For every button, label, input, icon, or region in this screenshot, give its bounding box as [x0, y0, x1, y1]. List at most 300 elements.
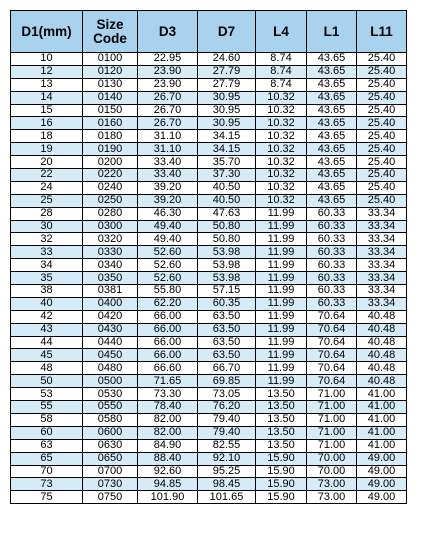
cell-l1: 70.64: [307, 336, 357, 349]
cell-l1: 60.33: [307, 246, 357, 259]
cell-size-code: 0420: [83, 310, 138, 323]
cell-d7: 63.50: [198, 310, 256, 323]
cell-l4: 13.50: [256, 413, 307, 426]
cell-d7: 47.63: [198, 207, 256, 220]
cell-d1: 19: [11, 143, 83, 156]
cell-l11: 40.48: [357, 375, 407, 388]
table-row: [11, 259, 407, 272]
cell-l1: 60.33: [307, 285, 357, 298]
cell-size-code: 0330: [83, 246, 138, 259]
cell-l11: 49.00: [357, 465, 407, 478]
cell-l1: 60.33: [307, 272, 357, 285]
cell-d1: 58: [11, 413, 83, 426]
cell-l1: 43.65: [307, 169, 357, 182]
cell-d3: 82.00: [138, 426, 198, 439]
cell-l1: 73.00: [307, 478, 357, 491]
cell-size-code: 0381: [83, 285, 138, 298]
cell-size-code: 0530: [83, 388, 138, 401]
cell-d7: 63.50: [198, 323, 256, 336]
cell-d7: 40.50: [198, 181, 256, 194]
cell-size-code: 0100: [83, 53, 138, 66]
cell-l4: 11.99: [256, 336, 307, 349]
cell-d3: 66.00: [138, 310, 198, 323]
cell-d7: 79.40: [198, 426, 256, 439]
cell-l11: 25.40: [357, 78, 407, 91]
cell-l11: 25.40: [357, 104, 407, 117]
cell-d7: 92.10: [198, 452, 256, 465]
table-row: [11, 310, 407, 323]
cell-l4: 11.99: [256, 375, 307, 388]
cell-l4: 11.99: [256, 323, 307, 336]
cell-d3: 49.40: [138, 233, 198, 246]
cell-l4: 11.99: [256, 285, 307, 298]
cell-size-code: 0480: [83, 362, 138, 375]
cell-size-code: 0280: [83, 207, 138, 220]
cell-size-code: 0220: [83, 169, 138, 182]
cell-size-code: 0500: [83, 375, 138, 388]
cell-l4: 15.90: [256, 478, 307, 491]
cell-d1: 10: [11, 53, 83, 66]
cell-d1: 70: [11, 465, 83, 478]
cell-size-code: 0250: [83, 194, 138, 207]
cell-l4: 11.99: [256, 349, 307, 362]
header-l11: [357, 11, 407, 53]
cell-l11: 40.48: [357, 349, 407, 362]
cell-l11: 33.34: [357, 272, 407, 285]
table-row: [11, 465, 407, 478]
cell-d7: 98.45: [198, 478, 256, 491]
cell-l1: 60.33: [307, 259, 357, 272]
cell-size-code: 0650: [83, 452, 138, 465]
table-row: [11, 362, 407, 375]
cell-l4: 10.32: [256, 130, 307, 143]
cell-l1: 71.00: [307, 388, 357, 401]
cell-l11: 25.40: [357, 194, 407, 207]
cell-l1: 70.64: [307, 310, 357, 323]
cell-l11: 41.00: [357, 426, 407, 439]
cell-d3: 52.60: [138, 259, 198, 272]
cell-size-code: 0580: [83, 413, 138, 426]
cell-l4: 8.74: [256, 65, 307, 78]
table-row: [11, 91, 407, 104]
cell-l1: 70.64: [307, 323, 357, 336]
cell-d7: 79.40: [198, 413, 256, 426]
cell-d3: 66.00: [138, 323, 198, 336]
cell-l4: 15.90: [256, 491, 307, 504]
cell-d1: 20: [11, 156, 83, 169]
cell-size-code: 0190: [83, 143, 138, 156]
cell-l1: 60.33: [307, 220, 357, 233]
cell-size-code: 0240: [83, 181, 138, 194]
cell-d1: 15: [11, 104, 83, 117]
cell-l11: 40.48: [357, 336, 407, 349]
cell-d3: 73.30: [138, 388, 198, 401]
cell-size-code: 0200: [83, 156, 138, 169]
cell-d1: 28: [11, 207, 83, 220]
table-body: [11, 53, 407, 504]
cell-d7: 60.35: [198, 297, 256, 310]
cell-l4: 13.50: [256, 388, 307, 401]
cell-l1: 70.64: [307, 362, 357, 375]
spec-table: [10, 10, 407, 504]
cell-d7: 53.98: [198, 259, 256, 272]
cell-d3: 46.30: [138, 207, 198, 220]
cell-l11: 25.40: [357, 169, 407, 182]
header-d7: [198, 11, 256, 53]
table-row: [11, 156, 407, 169]
cell-d7: 69.85: [198, 375, 256, 388]
cell-l4: 10.32: [256, 169, 307, 182]
table-row: [11, 246, 407, 259]
header-size-code: [83, 11, 138, 53]
cell-d1: 50: [11, 375, 83, 388]
cell-d3: 23.90: [138, 65, 198, 78]
cell-size-code: 0600: [83, 426, 138, 439]
table-row: [11, 53, 407, 66]
cell-l11: 41.00: [357, 439, 407, 452]
cell-d1: 60: [11, 426, 83, 439]
cell-l4: 15.90: [256, 452, 307, 465]
header-d3: [138, 11, 198, 53]
cell-d1: 13: [11, 78, 83, 91]
cell-size-code: 0320: [83, 233, 138, 246]
cell-l11: 40.48: [357, 362, 407, 375]
cell-d3: 92.60: [138, 465, 198, 478]
cell-l11: 25.40: [357, 117, 407, 130]
table-row: [11, 104, 407, 117]
cell-l4: 10.32: [256, 117, 307, 130]
cell-l1: 71.00: [307, 439, 357, 452]
cell-d3: 26.70: [138, 91, 198, 104]
table-row: [11, 65, 407, 78]
cell-size-code: 0550: [83, 401, 138, 414]
cell-d1: 24: [11, 181, 83, 194]
cell-l11: 25.40: [357, 143, 407, 156]
table-row: [11, 452, 407, 465]
table-row: [11, 117, 407, 130]
header-label: L1: [323, 23, 340, 39]
cell-d7: 34.15: [198, 130, 256, 143]
cell-d7: 27.79: [198, 78, 256, 91]
cell-d1: 44: [11, 336, 83, 349]
cell-d7: 50.80: [198, 233, 256, 246]
table-row: [11, 194, 407, 207]
cell-l4: 10.32: [256, 143, 307, 156]
cell-d3: 66.00: [138, 336, 198, 349]
cell-l1: 60.33: [307, 233, 357, 246]
table-row: [11, 478, 407, 491]
cell-l1: 70.00: [307, 465, 357, 478]
cell-l4: 10.32: [256, 194, 307, 207]
cell-d7: 53.98: [198, 246, 256, 259]
cell-d1: 12: [11, 65, 83, 78]
cell-d3: 94.85: [138, 478, 198, 491]
cell-d7: 63.50: [198, 336, 256, 349]
cell-size-code: 0160: [83, 117, 138, 130]
cell-d1: 33: [11, 246, 83, 259]
cell-l4: 11.99: [256, 310, 307, 323]
cell-d7: 50.80: [198, 220, 256, 233]
cell-l1: 60.33: [307, 207, 357, 220]
cell-l11: 40.48: [357, 323, 407, 336]
cell-d3: 71.65: [138, 375, 198, 388]
cell-d1: 30: [11, 220, 83, 233]
table-row: [11, 130, 407, 143]
cell-d3: 31.10: [138, 143, 198, 156]
header-l1: [307, 11, 357, 53]
table-row: [11, 207, 407, 220]
table-row: [11, 336, 407, 349]
cell-l11: 25.40: [357, 53, 407, 66]
cell-d7: 101.65: [198, 491, 256, 504]
cell-d3: 88.40: [138, 452, 198, 465]
cell-l1: 71.00: [307, 426, 357, 439]
cell-l4: 11.99: [256, 362, 307, 375]
table-row: [11, 220, 407, 233]
cell-l4: 15.90: [256, 465, 307, 478]
cell-l1: 70.00: [307, 452, 357, 465]
cell-size-code: 0440: [83, 336, 138, 349]
cell-d7: 40.50: [198, 194, 256, 207]
cell-l1: 70.64: [307, 375, 357, 388]
cell-l11: 41.00: [357, 388, 407, 401]
cell-l11: 33.34: [357, 285, 407, 298]
cell-l1: 73.00: [307, 491, 357, 504]
cell-size-code: 0350: [83, 272, 138, 285]
cell-d7: 30.95: [198, 104, 256, 117]
cell-d7: 82.55: [198, 439, 256, 452]
cell-l1: 71.00: [307, 413, 357, 426]
cell-l1: 60.33: [307, 297, 357, 310]
cell-l4: 11.99: [256, 297, 307, 310]
cell-size-code: 0300: [83, 220, 138, 233]
cell-d3: 84.90: [138, 439, 198, 452]
cell-d7: 27.79: [198, 65, 256, 78]
table-row: [11, 169, 407, 182]
cell-l11: 33.34: [357, 259, 407, 272]
cell-l4: 10.32: [256, 181, 307, 194]
cell-d3: 101.90: [138, 491, 198, 504]
cell-l11: 25.40: [357, 65, 407, 78]
table-row: [11, 491, 407, 504]
cell-l1: 43.65: [307, 143, 357, 156]
cell-l1: 43.65: [307, 65, 357, 78]
cell-d1: 65: [11, 452, 83, 465]
cell-d1: 48: [11, 362, 83, 375]
cell-d1: 18: [11, 130, 83, 143]
cell-l11: 25.40: [357, 181, 407, 194]
cell-l11: 49.00: [357, 478, 407, 491]
table-row: [11, 388, 407, 401]
cell-l11: 33.34: [357, 207, 407, 220]
header-row: [11, 11, 407, 53]
cell-l1: 71.00: [307, 401, 357, 414]
cell-d1: 73: [11, 478, 83, 491]
cell-d7: 73.05: [198, 388, 256, 401]
cell-size-code: 0140: [83, 91, 138, 104]
cell-d7: 53.98: [198, 272, 256, 285]
cell-d1: 38: [11, 285, 83, 298]
cell-size-code: 0120: [83, 65, 138, 78]
cell-d3: 49.40: [138, 220, 198, 233]
cell-size-code: 0340: [83, 259, 138, 272]
cell-d3: 33.40: [138, 156, 198, 169]
cell-d1: 34: [11, 259, 83, 272]
cell-d7: 30.95: [198, 91, 256, 104]
cell-l4: 11.99: [256, 207, 307, 220]
cell-d3: 52.60: [138, 272, 198, 285]
cell-d7: 35.70: [198, 156, 256, 169]
table-row: [11, 181, 407, 194]
table-row: [11, 323, 407, 336]
cell-d3: 26.70: [138, 104, 198, 117]
cell-d3: 52.60: [138, 246, 198, 259]
cell-l11: 41.00: [357, 401, 407, 414]
table-row: [11, 285, 407, 298]
cell-d7: 76.20: [198, 401, 256, 414]
header-label: Size: [96, 16, 124, 32]
cell-d1: 35: [11, 272, 83, 285]
table-row: [11, 233, 407, 246]
cell-size-code: 0150: [83, 104, 138, 117]
cell-d1: 16: [11, 117, 83, 130]
table-row: [11, 375, 407, 388]
cell-l4: 11.99: [256, 220, 307, 233]
cell-d3: 22.95: [138, 53, 198, 66]
header-d1: [11, 11, 83, 53]
header-l4: [256, 11, 307, 53]
table-row: [11, 413, 407, 426]
cell-size-code: 0180: [83, 130, 138, 143]
header-label: D1(mm): [21, 23, 72, 39]
cell-size-code: 0700: [83, 465, 138, 478]
cell-d7: 66.70: [198, 362, 256, 375]
cell-l1: 43.65: [307, 194, 357, 207]
cell-size-code: 0730: [83, 478, 138, 491]
cell-l11: 33.34: [357, 246, 407, 259]
cell-l1: 70.64: [307, 349, 357, 362]
cell-d7: 37.30: [198, 169, 256, 182]
cell-d3: 39.20: [138, 181, 198, 194]
cell-d1: 45: [11, 349, 83, 362]
table-row: [11, 78, 407, 91]
cell-l4: 8.74: [256, 78, 307, 91]
cell-d7: 34.15: [198, 143, 256, 156]
cell-d7: 63.50: [198, 349, 256, 362]
header-label: D3: [158, 23, 177, 39]
cell-size-code: 0450: [83, 349, 138, 362]
cell-l4: 11.99: [256, 233, 307, 246]
table-row: [11, 401, 407, 414]
header-label: L4: [273, 23, 289, 39]
cell-d1: 40: [11, 297, 83, 310]
cell-d1: 63: [11, 439, 83, 452]
cell-d1: 14: [11, 91, 83, 104]
cell-d1: 42: [11, 310, 83, 323]
cell-d3: 23.90: [138, 78, 198, 91]
cell-d3: 78.40: [138, 401, 198, 414]
table-row: [11, 297, 407, 310]
table-row: [11, 272, 407, 285]
cell-size-code: 0400: [83, 297, 138, 310]
cell-l1: 43.65: [307, 156, 357, 169]
cell-l4: 11.99: [256, 246, 307, 259]
cell-d1: 53: [11, 388, 83, 401]
table-row: [11, 349, 407, 362]
cell-l11: 25.40: [357, 156, 407, 169]
cell-l4: 8.74: [256, 53, 307, 66]
cell-d1: 25: [11, 194, 83, 207]
cell-d7: 57.15: [198, 285, 256, 298]
cell-size-code: 0750: [83, 491, 138, 504]
cell-l1: 43.65: [307, 91, 357, 104]
cell-l11: 40.48: [357, 310, 407, 323]
spec-table-container: [10, 10, 407, 504]
cell-l1: 43.65: [307, 130, 357, 143]
cell-d7: 30.95: [198, 117, 256, 130]
cell-l1: 43.65: [307, 53, 357, 66]
cell-d1: 55: [11, 401, 83, 414]
table-row: [11, 426, 407, 439]
cell-d3: 39.20: [138, 194, 198, 207]
cell-d3: 66.00: [138, 349, 198, 362]
cell-d3: 66.60: [138, 362, 198, 375]
cell-l11: 41.00: [357, 413, 407, 426]
cell-d3: 62.20: [138, 297, 198, 310]
cell-l11: 33.34: [357, 220, 407, 233]
cell-d1: 75: [11, 491, 83, 504]
cell-size-code: 0130: [83, 78, 138, 91]
header-label: Code: [93, 30, 127, 46]
cell-l4: 10.32: [256, 104, 307, 117]
cell-d7: 95.25: [198, 465, 256, 478]
cell-size-code: 0630: [83, 439, 138, 452]
cell-d3: 82.00: [138, 413, 198, 426]
cell-l4: 10.32: [256, 91, 307, 104]
cell-d3: 31.10: [138, 130, 198, 143]
cell-d3: 33.40: [138, 169, 198, 182]
cell-d3: 55.80: [138, 285, 198, 298]
cell-l1: 43.65: [307, 117, 357, 130]
cell-d1: 22: [11, 169, 83, 182]
cell-l4: 11.99: [256, 259, 307, 272]
cell-l1: 43.65: [307, 78, 357, 91]
cell-d7: 24.60: [198, 53, 256, 66]
cell-l11: 25.40: [357, 130, 407, 143]
table-row: [11, 143, 407, 156]
table-row: [11, 439, 407, 452]
header-label: L11: [370, 23, 393, 39]
cell-l4: 11.99: [256, 272, 307, 285]
cell-l11: 33.34: [357, 233, 407, 246]
cell-l4: 13.50: [256, 401, 307, 414]
cell-l11: 33.34: [357, 297, 407, 310]
cell-l4: 13.50: [256, 426, 307, 439]
cell-l4: 13.50: [256, 439, 307, 452]
cell-l4: 10.32: [256, 156, 307, 169]
cell-size-code: 0430: [83, 323, 138, 336]
header-label: D7: [217, 23, 236, 39]
table-header: [11, 11, 407, 53]
cell-d3: 26.70: [138, 117, 198, 130]
cell-l1: 43.65: [307, 181, 357, 194]
cell-l11: 25.40: [357, 91, 407, 104]
cell-l1: 43.65: [307, 104, 357, 117]
cell-l11: 49.00: [357, 491, 407, 504]
cell-d1: 43: [11, 323, 83, 336]
cell-l11: 49.00: [357, 452, 407, 465]
cell-d1: 32: [11, 233, 83, 246]
